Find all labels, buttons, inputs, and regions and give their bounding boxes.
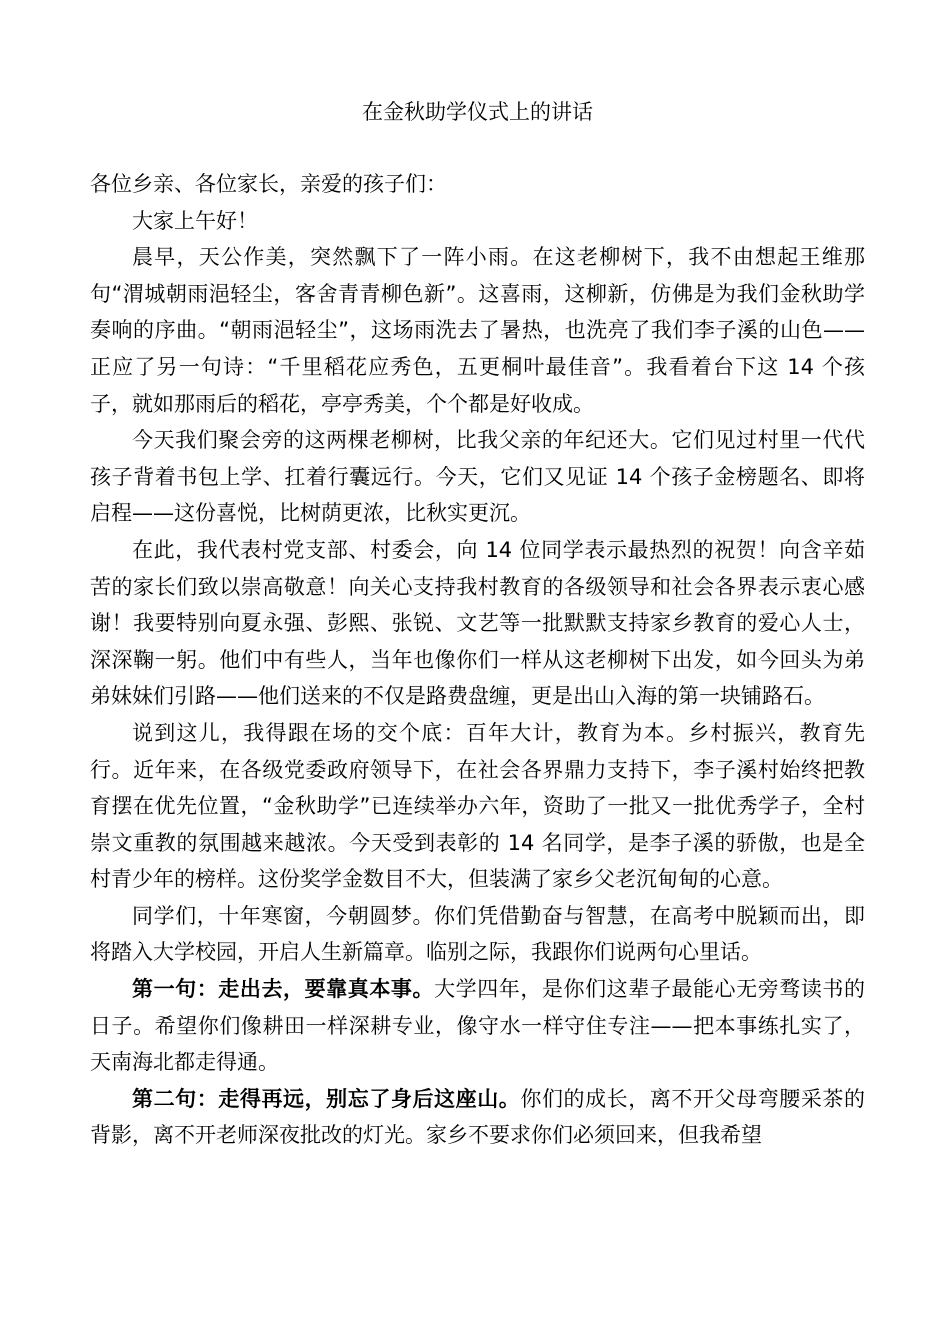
paragraph-thanks: 在此，我代表村党支部、村委会，向 14 位同学表示最热烈的祝贺！向含辛茹苦的家长们致以崇高敬意！向关心支持我村教育的各级领导和社会各界表示衷心感谢！我要特别向夏永强、彭熙、张锐、文艺等一批默默支持家乡教育的爱心人士，深深鞠一躬。他们中有些人，当年也像你们一样从这老柳树下出发，如今回头为弟弟妹妹们引路——他们送来的不仅是路费盘缠，更是出山入海的第一块铺路石。 xyxy=(90,537,865,709)
first-advice-text: 大学四年，是你们这辈子最能心无旁骛读书的日子。希望你们像耕田一样深耕专业，像守水一样守住专注——把本事练扎实了，天南海北都走得通。 xyxy=(90,977,866,1075)
document-page xyxy=(90,96,865,1154)
paragraph-first-advice xyxy=(90,971,865,1081)
second-advice-heading: 第二句：走得再远，别忘了身后这座山。 xyxy=(132,1086,521,1111)
greeting: 大家上午好！ xyxy=(132,208,258,233)
document-title: 在金秋助学仪式上的讲话 xyxy=(362,100,593,124)
paragraph-willow: 今天我们聚会旁的这两棵老柳树，比我父亲的年纪还大。它们见过村里一代代孩子背着书包上学、扛着行囊远行。今天，它们又见证 14 个孩子金榜题名、即将启程——这份喜悦，比树荫更浓，比秋实更沉。 xyxy=(90,428,865,526)
paragraph-rain: 晨早，天公作美，突然飘下了一阵小雨。在这老柳树下，我不由想起王维那句“渭城朝雨浥轻尘，客舍青青柳色新”。这喜雨，这柳新，仿佛是为我们金秋助学奏响的序曲。“朝雨浥轻尘”，这场雨洗去了暑热，也洗亮了我们李子溪的山色——正应了另一句诗：“千里稻花应秀色，五更桐叶最佳音”。我看着台下这 14 个孩子，就如那雨后的稻花，亭亭秀美，个个都是好收成。 xyxy=(90,245,866,416)
paragraph-students: 同学们，十年寒窗，今朝圆梦。你们凭借勤奋与智慧，在高考中脱颖而出，即将踏入大学校园，开启人生新篇章。临别之际，我跟你们说两句心里话。 xyxy=(90,903,865,965)
first-advice-heading: 第一句：走出去，要靠真本事。 xyxy=(132,977,435,1002)
paragraph-second-advice xyxy=(90,1081,865,1154)
paragraph-education: 说到这儿，我得跟在场的交个底：百年大计，教育为本。乡村振兴，教育先行。近年来，在各级党委政府领导下，在社会各界鼎力支持下，李子溪村始终把教育摆在优先位置，“金秋助学”已连续举办六年，资助了一批又一批优秀学子，全村崇文重教的氛围越来越浓。今天受到表彰的 14 名同学，是李子溪的骄傲，也是全村青少年的榜样。这份奖学金数目不大，但装满了家乡父老沉甸甸的心意。 xyxy=(90,720,865,892)
salutation: 各位乡亲、各位家长，亲爱的孩子们： xyxy=(90,172,447,196)
second-advice-text: 你们的成长，离不开父母弯腰采茶的背影，离不开老师深夜批改的灯光。家乡不要求你们必须回来，但我希望 xyxy=(90,1086,866,1148)
